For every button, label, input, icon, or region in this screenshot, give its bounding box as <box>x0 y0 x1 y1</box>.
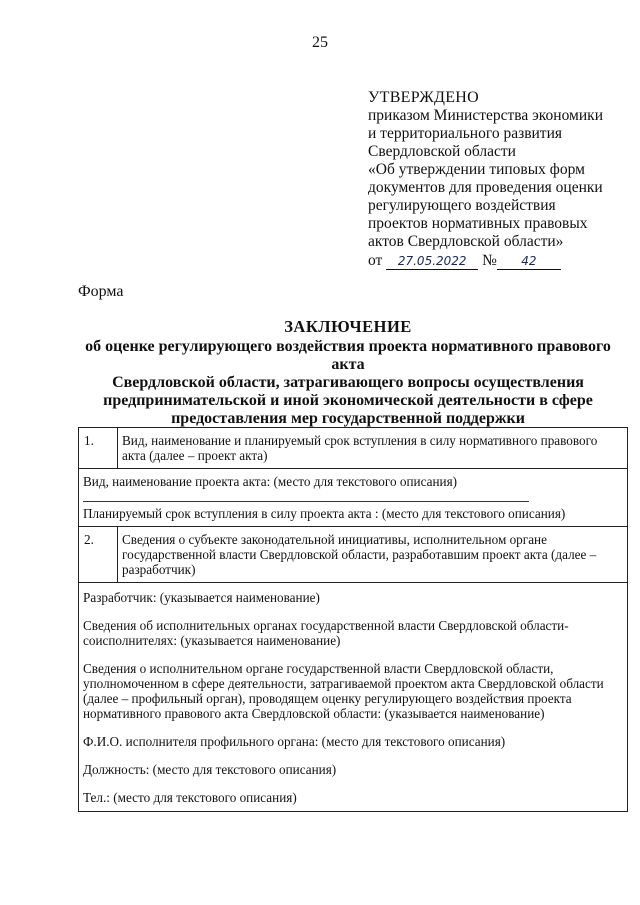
section-title: Сведения о субъекте законодательной инициативы, исполнительном органе государственной власти Свердловской области, разработавшим проект акта (далее – разработчик) <box>118 527 628 583</box>
number-handwritten: 42 <box>521 254 537 268</box>
section-title: Вид, наименование и планируемый срок вступления в силу нормативного правового акта (далее – проект акта) <box>118 428 628 469</box>
field-act-name: Вид, наименование проекта акта: (место для текстового описания) <box>83 474 458 489</box>
form-label: Форма <box>78 283 124 300</box>
section-body <box>79 469 628 527</box>
approval-line: проектов нормативных правовых <box>368 215 588 232</box>
date-prefix: от <box>368 252 383 269</box>
underline-rule <box>83 489 529 502</box>
section-number: 1. <box>79 428 118 469</box>
document-heading <box>70 318 626 428</box>
field-profile-organ: Сведения о исполнительном органе государственной власти Свердловской области, уполномоченном в сфере деятельности, затрагиваемой проектом акта Свердловской области (далее – профильный орган), проводящем оценку регулирующего воздействия проекта нормативного правового акта Свердловской области: (указывается наименование) <box>83 661 604 721</box>
field-phone: Тел.: (место для текстового описания) <box>83 790 297 805</box>
section-body <box>79 583 628 812</box>
approval-line: «Об утверждении типовых форм <box>368 161 585 178</box>
field-co-executors: Сведения об исполнительных органах государственной власти Свердловской области-соисполнителях: (указывается наименование) <box>83 618 569 648</box>
section-body-row <box>79 583 628 812</box>
section-header-row <box>79 527 628 583</box>
approval-date-number-row <box>368 252 630 270</box>
section-header-row <box>79 428 628 469</box>
date-handwritten: 27.05.2022 <box>397 254 467 268</box>
document-subtitle-line: об оценке регулирующего воздействия проекта нормативного правового акта <box>85 338 611 373</box>
document-title: ЗАКЛЮЧЕНИЕ <box>284 317 412 336</box>
date-field <box>386 253 478 270</box>
field-developer: Разработчик: (указывается наименование) <box>83 590 320 605</box>
field-position: Должность: (место для текстового описания) <box>83 762 337 777</box>
approval-line: актов Свердловской области» <box>368 233 564 250</box>
approval-line: документов для проведения оценки <box>368 179 603 196</box>
approval-stamp <box>368 89 630 270</box>
number-field <box>497 253 561 270</box>
approval-line: Свердловской области <box>368 143 516 160</box>
field-effective-date: Планируемый срок вступления в силу проекта акта : (место для текстового описания) <box>83 506 566 521</box>
approval-title: УТВЕРЖДЕНО <box>368 89 480 106</box>
approval-line: приказом Министерства экономики <box>368 107 603 124</box>
approval-line: и территориального развития <box>368 125 563 142</box>
conclusion-form-table <box>78 427 628 812</box>
document-subtitle-line: Свердловской области, затрагивающего вопросы осуществления <box>112 374 584 391</box>
document-subtitle-line: предоставления мер государственной поддержки <box>171 410 525 427</box>
field-executor-name: Ф.И.О. исполнителя профильного органа: (место для текстового описания) <box>83 734 506 749</box>
document-subtitle-line: предпринимательской и иной экономической деятельности в сфере <box>103 392 593 409</box>
section-body-row <box>79 469 628 527</box>
section-number: 2. <box>79 527 118 583</box>
page-number: 25 <box>312 34 328 51</box>
number-prefix: № <box>482 252 497 269</box>
approval-line: регулирующего воздействия <box>368 197 556 214</box>
